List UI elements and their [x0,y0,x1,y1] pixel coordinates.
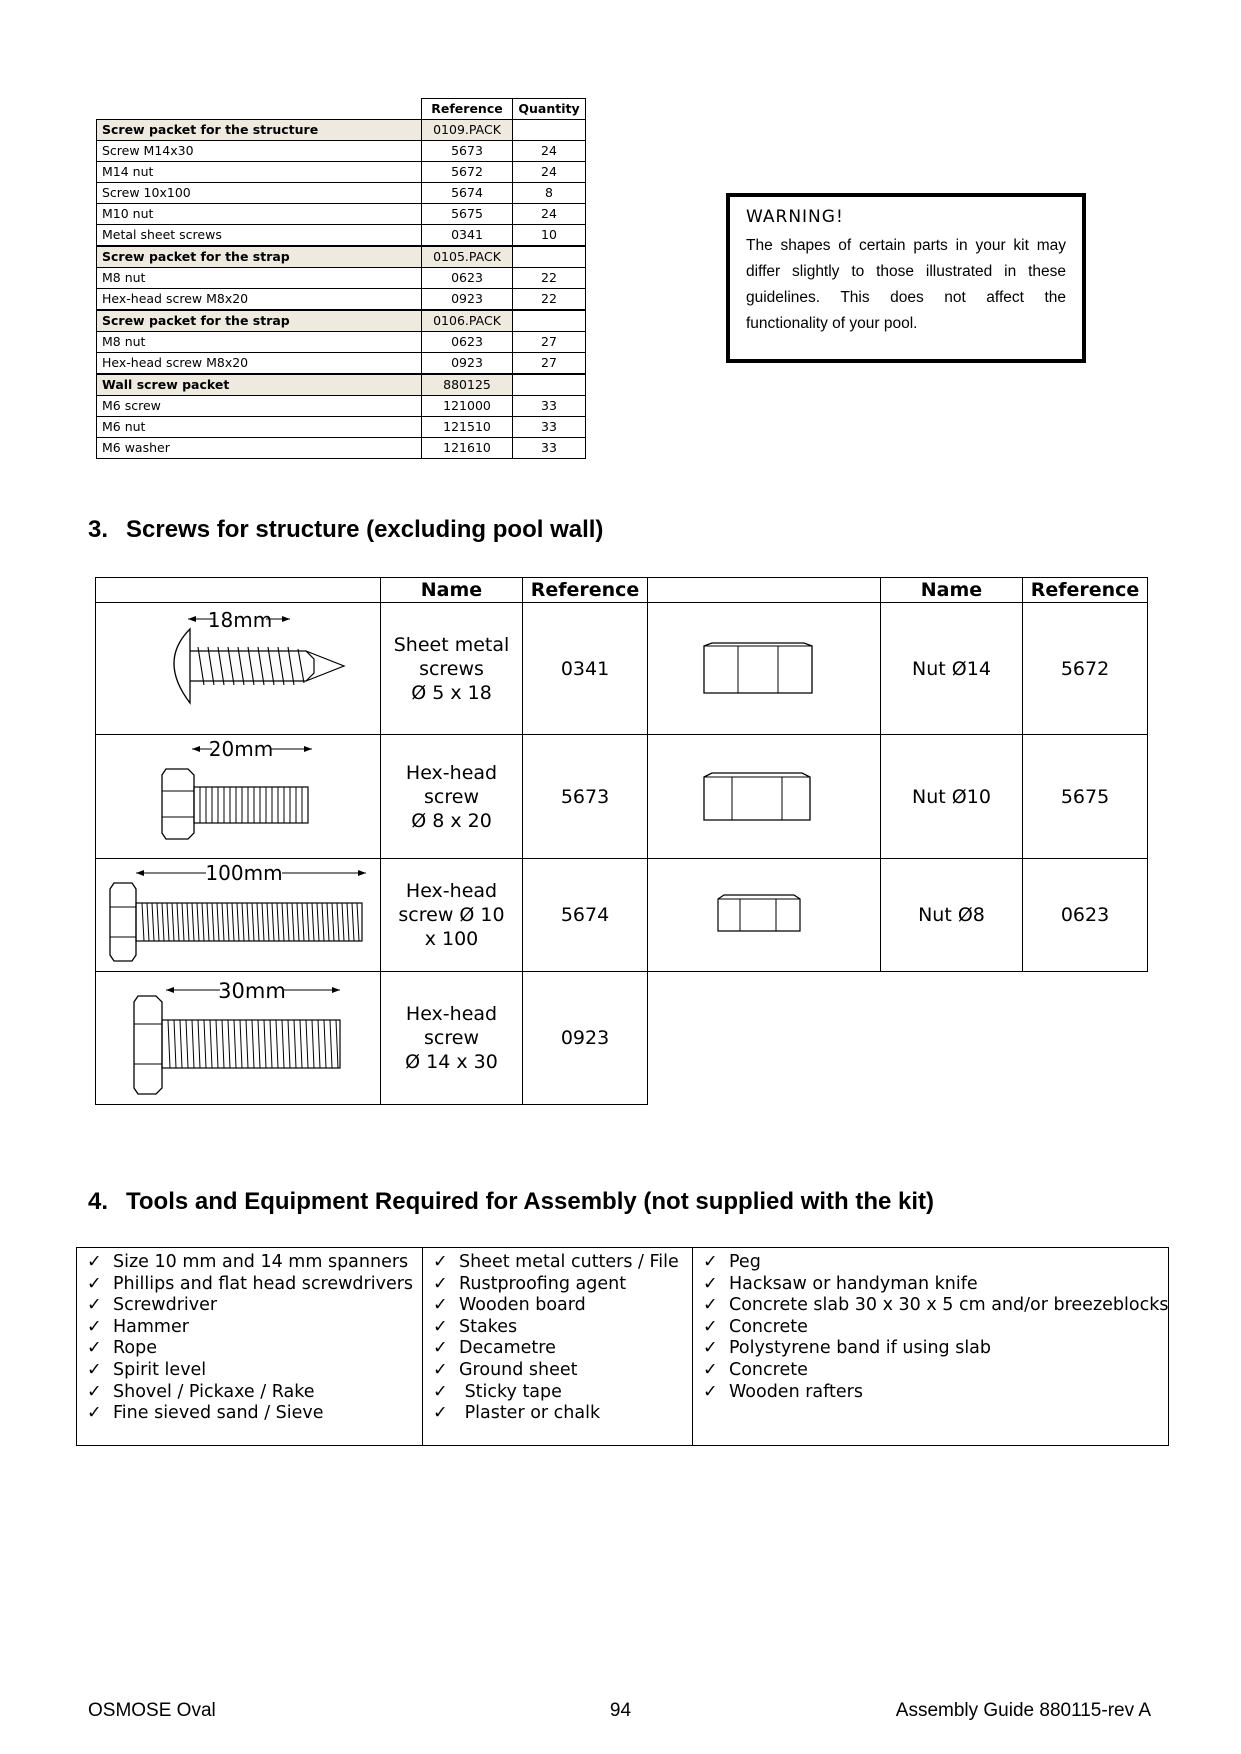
screw-reference: 5673 [523,735,648,859]
tool-label: Rustproofing agent [459,1273,627,1294]
screw-reference: 0923 [523,972,648,1105]
screws-row [96,859,1148,972]
warning-body: The shapes of certain parts in your kit may differ slightly to those illustrated in these guidelines. This does not affect the functionality of your pool. [746,237,1066,332]
checkmark-icon: ✓ [703,1381,718,1402]
svg-text:20mm: 20mm [208,737,274,761]
tool-label: Concrete [729,1359,808,1380]
parts-row [97,183,586,204]
checkmark-icon: ✓ [703,1252,718,1272]
tool-item [703,1295,1168,1317]
checkmark-icon: ✓ [87,1295,102,1316]
part-reference: 121000 [422,396,513,417]
tool-item [87,1360,422,1382]
sheet-metal-screw-drawing [96,603,381,735]
part-name: Hex-head screw M8x20 [97,289,422,311]
checkmark-icon: ✓ [87,1316,102,1337]
checkmark-icon: ✓ [433,1338,448,1359]
tool-label: Screwdriver [113,1295,218,1316]
tool-item [433,1317,692,1339]
section-4-title: Tools and Equipment Required for Assembly (not supplied with the kit) [126,1188,935,1215]
tool-item [87,1403,422,1425]
tools-list-2 [433,1252,692,1425]
part-name: M14 nut [97,162,422,183]
screw-reference: 0341 [523,603,648,735]
part-quantity [513,246,586,268]
tool-item [703,1317,1168,1339]
checkmark-icon: ✓ [703,1338,718,1359]
nut-reference: 5675 [1023,735,1148,859]
parts-row [97,289,586,311]
tool-item [703,1338,1168,1360]
tool-label: Fine sieved sand / Sieve [113,1403,324,1424]
nuts-header-image [648,578,881,603]
footer-page-number: 94 [609,1700,632,1721]
parts-row [97,225,586,247]
tools-list-1 [87,1252,422,1425]
checkmark-icon: ✓ [433,1403,448,1424]
checkmark-icon: ✓ [433,1273,448,1294]
checkmark-icon: ✓ [87,1359,102,1380]
tool-label: Concrete slab 30 x 30 x 5 cm and/or breezeblocks [729,1295,1169,1316]
checkmark-icon: ✓ [87,1273,102,1294]
tool-label: Phillips and flat head screwdrivers [113,1273,414,1294]
nut-drawing [648,603,881,735]
warning-box [726,193,1086,363]
parts-table-body [97,120,586,459]
parts-header-quantity: Quantity [513,99,586,120]
parts-row [97,268,586,289]
parts-group-row [97,374,586,396]
part-name: M10 nut [97,204,422,225]
part-quantity: 27 [513,332,586,353]
part-name: Screw packet for the strap [97,310,422,332]
tool-item [433,1338,692,1360]
part-quantity: 24 [513,141,586,162]
nut-name: Nut Ø10 [881,735,1023,859]
tool-label: Wooden rafters [729,1381,863,1402]
screws-table [95,577,1148,1105]
tools-column-1 [77,1248,423,1446]
part-reference: 0623 [422,332,513,353]
footer-doc-name: OSMOSE Oval [88,1700,216,1721]
tool-label: Wooden board [459,1295,586,1316]
part-reference: 121610 [422,438,513,459]
section-3-title: Screws for structure (excluding pool wall) [126,516,604,543]
tool-item [433,1403,692,1425]
screws-row [96,603,1148,735]
screw-name: Sheet metal screws Ø 5 x 18 [381,603,523,735]
checkmark-icon: ✓ [703,1359,718,1380]
hex-screw-30-drawing [96,972,381,1105]
part-quantity: 22 [513,289,586,311]
dimension-label: 18mm [207,608,273,632]
checkmark-icon: ✓ [433,1359,448,1380]
tool-label: Hammer [113,1316,189,1337]
tool-item [87,1252,422,1274]
footer-guide-ref: Assembly Guide 880115-rev A [895,1700,1151,1721]
part-name: Wall screw packet [97,374,422,396]
parts-row [97,204,586,225]
screws-row [96,735,1148,859]
parts-group-row [97,246,586,268]
part-reference: 0105.PACK [422,246,513,268]
part-quantity: 24 [513,162,586,183]
tool-label: Peg [729,1252,761,1272]
checkmark-icon: ✓ [87,1252,102,1272]
tool-label: Shovel / Pickaxe / Rake [113,1381,315,1402]
tool-label: Decametre [459,1338,556,1359]
checkmark-icon: ✓ [703,1316,718,1337]
part-name: Hex-head screw M8x20 [97,353,422,375]
part-reference: 5674 [422,183,513,204]
screws-row [96,972,1148,1105]
tool-label: Polystyrene band if using slab [729,1338,992,1359]
hex-screw-100-drawing [96,859,381,972]
tool-item [87,1295,422,1317]
tool-label: Sheet metal cutters / File [459,1252,679,1272]
tools-column-2 [423,1248,693,1446]
tool-item [703,1274,1168,1296]
part-quantity [513,374,586,396]
tool-item [703,1382,1168,1404]
part-quantity: 33 [513,417,586,438]
svg-text:30mm: 30mm [218,979,286,1003]
hex-screw-20-drawing [96,735,381,859]
part-quantity: 10 [513,225,586,247]
tool-item [433,1382,692,1404]
part-quantity [513,310,586,332]
part-reference: 0109.PACK [422,120,513,141]
tool-item [433,1360,692,1382]
svg-text:100mm: 100mm [205,861,283,885]
parts-table [96,98,586,459]
part-reference: 5673 [422,141,513,162]
checkmark-icon: ✓ [433,1295,448,1316]
part-quantity: 24 [513,204,586,225]
part-name: Screw packet for the strap [97,246,422,268]
part-reference: 0923 [422,289,513,311]
screw-name: Hex-head screw Ø 8 x 20 [381,735,523,859]
section-3-number: 3. [88,516,109,543]
part-name: M6 washer [97,438,422,459]
tool-item [87,1338,422,1360]
parts-group-row [97,310,586,332]
screws-header-name: Name [381,578,523,603]
tool-label: Sticky tape [459,1381,562,1402]
tools-table [76,1247,1169,1446]
tool-label: Plaster or chalk [459,1403,601,1424]
tool-label: Hacksaw or handyman knife [729,1273,978,1294]
tool-label: Rope [113,1338,157,1359]
tool-item [433,1252,692,1274]
nut-reference: 0623 [1023,859,1148,972]
parts-row [97,438,586,459]
checkmark-icon: ✓ [703,1295,718,1316]
screw-reference: 5674 [523,859,648,972]
parts-header-reference: Reference [422,99,513,120]
tool-label: Ground sheet [459,1359,578,1380]
nuts-header-reference: Reference [1023,578,1148,603]
part-name: Screw M14x30 [97,141,422,162]
checkmark-icon: ✓ [433,1381,448,1402]
part-reference: 880125 [422,374,513,396]
part-reference: 5672 [422,162,513,183]
part-reference: 5675 [422,204,513,225]
tool-label: Spirit level [113,1359,207,1380]
parts-row [97,353,586,375]
parts-header-blank [97,99,422,120]
part-quantity [513,120,586,141]
parts-group-row [97,120,586,141]
screw-name: Hex-head screw Ø 14 x 30 [381,972,523,1105]
section-4-heading [88,1188,934,1216]
part-name: M8 nut [97,332,422,353]
tool-label: Concrete [729,1316,808,1337]
parts-row [97,417,586,438]
warning-title: WARNING! [746,207,844,227]
section-4-number: 4. [88,1188,109,1215]
part-reference: 0106.PACK [422,310,513,332]
part-name: Metal sheet screws [97,225,422,247]
part-reference: 121510 [422,417,513,438]
part-name: M6 nut [97,417,422,438]
part-quantity: 33 [513,438,586,459]
tool-item [87,1317,422,1339]
screws-header-reference: Reference [523,578,648,603]
tools-column-3 [693,1248,1169,1446]
tool-item [703,1360,1168,1382]
checkmark-icon: ✓ [87,1403,102,1424]
checkmark-icon: ✓ [433,1316,448,1337]
checkmark-icon: ✓ [87,1381,102,1402]
nut-drawing [648,859,881,972]
part-name: M6 screw [97,396,422,417]
part-quantity: 8 [513,183,586,204]
parts-row [97,396,586,417]
part-quantity: 27 [513,353,586,375]
part-reference: 0923 [422,353,513,375]
screws-header-image [96,578,381,603]
tool-item [433,1295,692,1317]
nut-name: Nut Ø8 [881,859,1023,972]
checkmark-icon: ✓ [703,1273,718,1294]
checkmark-icon: ✓ [433,1252,448,1272]
part-name: Screw packet for the structure [97,120,422,141]
nuts-header-name: Name [881,578,1023,603]
tool-label: Stakes [459,1316,518,1337]
parts-row [97,141,586,162]
nut-reference: 5672 [1023,603,1148,735]
tool-item [433,1274,692,1296]
part-name: Screw 10x100 [97,183,422,204]
checkmark-icon: ✓ [87,1338,102,1359]
section-3-heading [88,516,603,544]
parts-row [97,162,586,183]
nut-drawing [648,735,881,859]
tool-label: Size 10 mm and 14 mm spanners [113,1252,409,1272]
part-name: M8 nut [97,268,422,289]
part-quantity: 22 [513,268,586,289]
tool-item [703,1252,1168,1274]
parts-row [97,332,586,353]
tool-item [87,1274,422,1296]
part-reference: 0341 [422,225,513,247]
tool-item [87,1382,422,1404]
nut-name: Nut Ø14 [881,603,1023,735]
screw-name: Hex-head screw Ø 10 x 100 [381,859,523,972]
part-reference: 0623 [422,268,513,289]
empty-cell [648,972,1148,1105]
part-quantity: 33 [513,396,586,417]
tools-list-3 [703,1252,1168,1403]
